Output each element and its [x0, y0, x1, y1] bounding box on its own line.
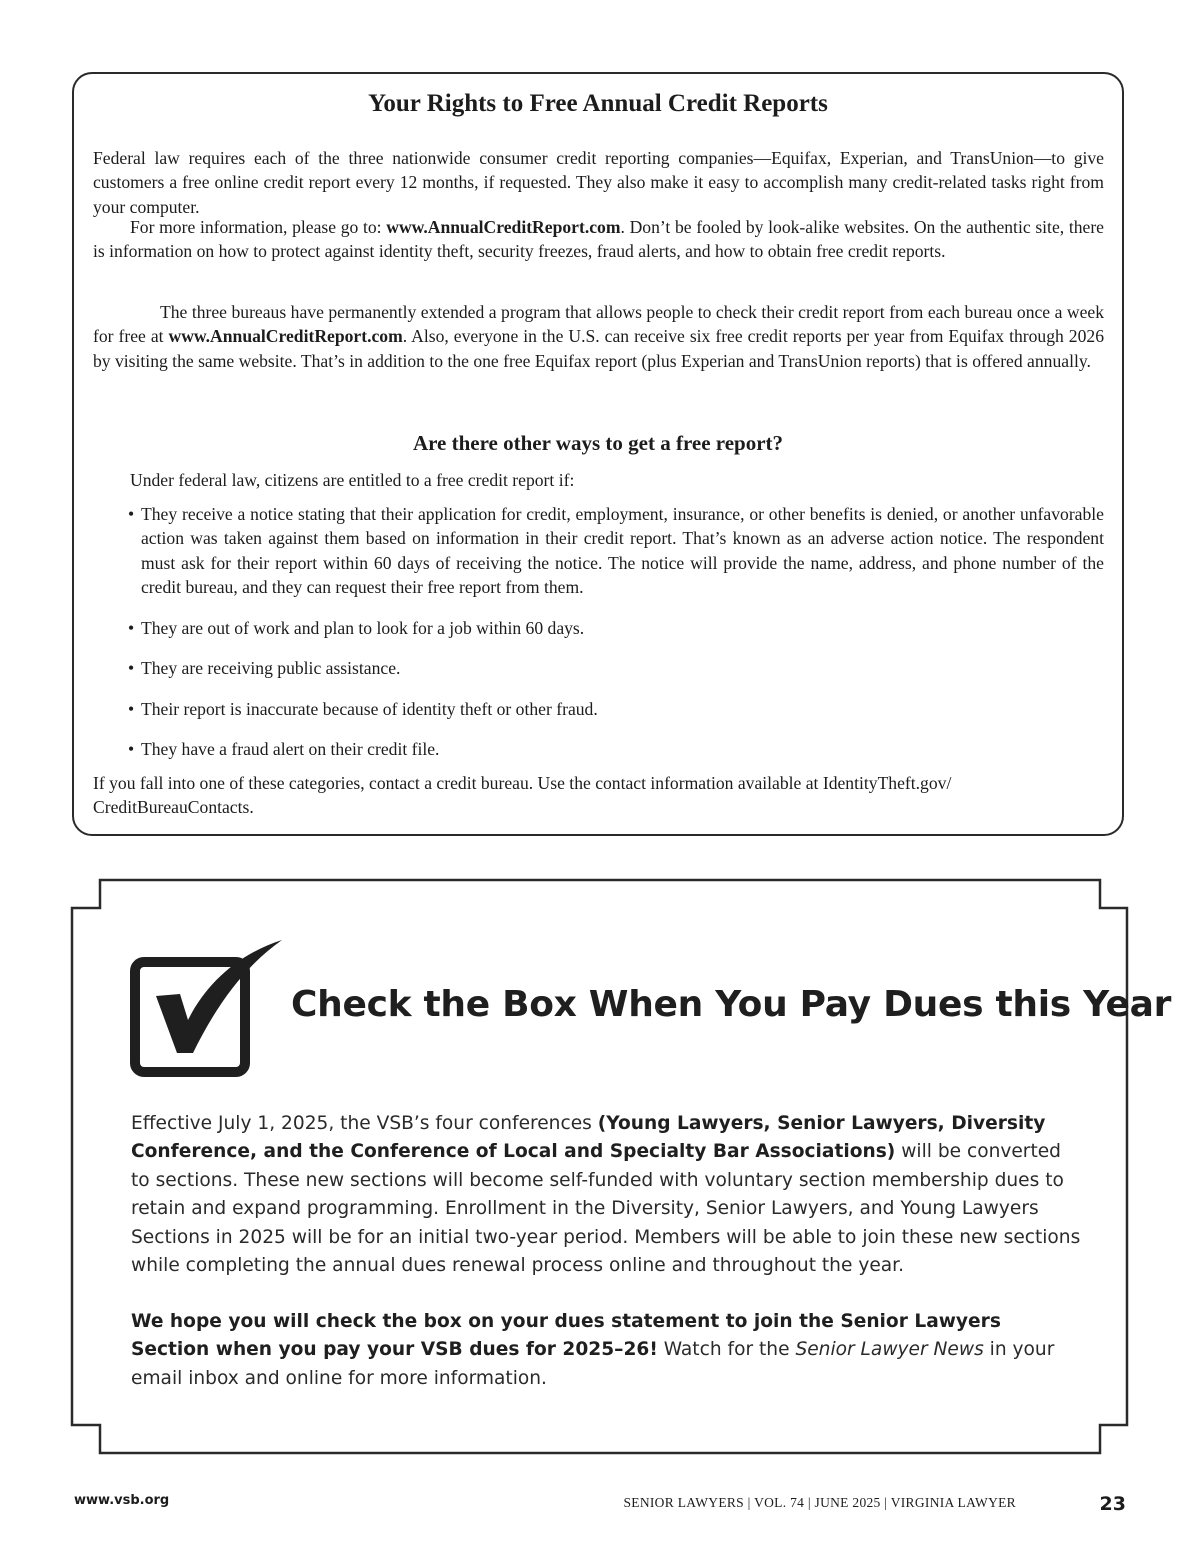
- dues-para-1-suffix: will be converted to sections. These new sections will become self-funded with voluntary section membership dues to retain and expand programming. Enrollment in the Diversity, Senior Lawyers, and Young Lawyers Sections in 2025 will be for an initial two-year period. Members will be able to join these new sections while completing the annual dues renewal process online and throughout the year.: [131, 1141, 1081, 1277]
- dues-box-title: Check the Box When You Pay Dues this Year: [291, 984, 1172, 1025]
- credit-para-3-prefix: The three bureaus have permanently extended a program that allows people to check their credit report from each bureau once a week for free at: [93, 302, 1104, 347]
- bullet-icon: •: [128, 504, 135, 524]
- annualcreditreport-link: www.AnnualCreditReport.com: [386, 217, 621, 237]
- page-number: 23: [1099, 1493, 1126, 1515]
- credit-intro: Under federal law, citizens are entitled to a free credit report if:: [130, 470, 575, 490]
- dues-para-2-mid: Watch for the: [657, 1339, 796, 1361]
- bullet-text: They are out of work and plan to look for a job within 60 days.: [141, 618, 585, 638]
- dues-para-2-suffix: in your email inbox and online for more information.: [131, 1339, 1055, 1389]
- bullet-icon: •: [128, 618, 135, 638]
- credit-closing: If you fall into one of these categories, contact a credit bureau. Use the contact information available at IdentityTheft.gov/ CreditBureauContacts.: [93, 773, 952, 818]
- dues-para-1: [131, 1110, 1081, 1280]
- bullet-icon: •: [128, 699, 135, 719]
- credit-box-title: Your Rights to Free Annual Credit Reports: [368, 90, 828, 117]
- bullet-icon: •: [128, 658, 135, 678]
- credit-para-2-suffix: . Don’t be fooled by look-alike websites. On the authentic site, there is information on how to protect against identity theft, security freezes, fraud alerts, and how to obtain free credit reports.: [93, 217, 1104, 262]
- footer-issue-info: SENIOR LAWYERS | VOL. 74 | JUNE 2025 | VIRGINIA LAWYER: [623, 1495, 1016, 1510]
- credit-para-1: Federal law requires each of the three nationwide consumer credit reporting companies—Equifax, Experian, and TransUnion—to give customers a free online credit report every 12 months, if requested. They also make it easy to accomplish many credit-related tasks right from your computer.: [93, 148, 1104, 217]
- bullet-text: They have a fraud alert on their credit file.: [141, 739, 440, 759]
- bullet-text: They are receiving public assistance.: [141, 658, 401, 678]
- senior-lawyer-news-title: Senior Lawyer News: [795, 1339, 984, 1361]
- credit-para-2-prefix: For more information, please go to:: [130, 217, 387, 237]
- bullet-icon: •: [128, 739, 135, 759]
- footer-website: www.vsb.org: [74, 1493, 170, 1508]
- bullet-text: Their report is inaccurate because of identity theft or other fraud.: [141, 699, 598, 719]
- dues-para-1-prefix: Effective July 1, 2025, the VSB’s four conferences: [131, 1113, 598, 1134]
- credit-para-3-suffix: . Also, everyone in the U.S. can receive six free credit reports per year from Equifax through 2026 by visiting the same website. That’s in addition to the one free Equifax report (plus Experian and TransUnion reports) that is offered annually.: [93, 326, 1104, 371]
- bullet-text: They receive a notice stating that their application for credit, employment, insurance, or other benefits is denied, or another unfavorable action was taken against them based on information in their credit report. That’s known as an adverse action notice. The respondent must ask for their report within 60 days of receiving the notice. The notice will provide the name, address, and phone number of the credit bureau, and they can request their free report from them.: [141, 504, 1104, 597]
- checkbox-checked-icon: [128, 940, 288, 1080]
- annualcreditreport-link-2: www.AnnualCreditReport.com: [168, 326, 403, 347]
- credit-subheading: Are there other ways to get a free report?: [412, 431, 784, 455]
- dues-para-2-bold: We hope you will check the box on your dues statement to join the Senior Lawyers Section when you pay your VSB dues for 2025–26!: [131, 1311, 1001, 1361]
- dues-para-1-bold: (Young Lawyers, Senior Lawyers, Diversity Conference, and the Conference of Local and Specialty Bar Associations): [131, 1113, 1046, 1163]
- dues-para-2: [131, 1308, 1081, 1393]
